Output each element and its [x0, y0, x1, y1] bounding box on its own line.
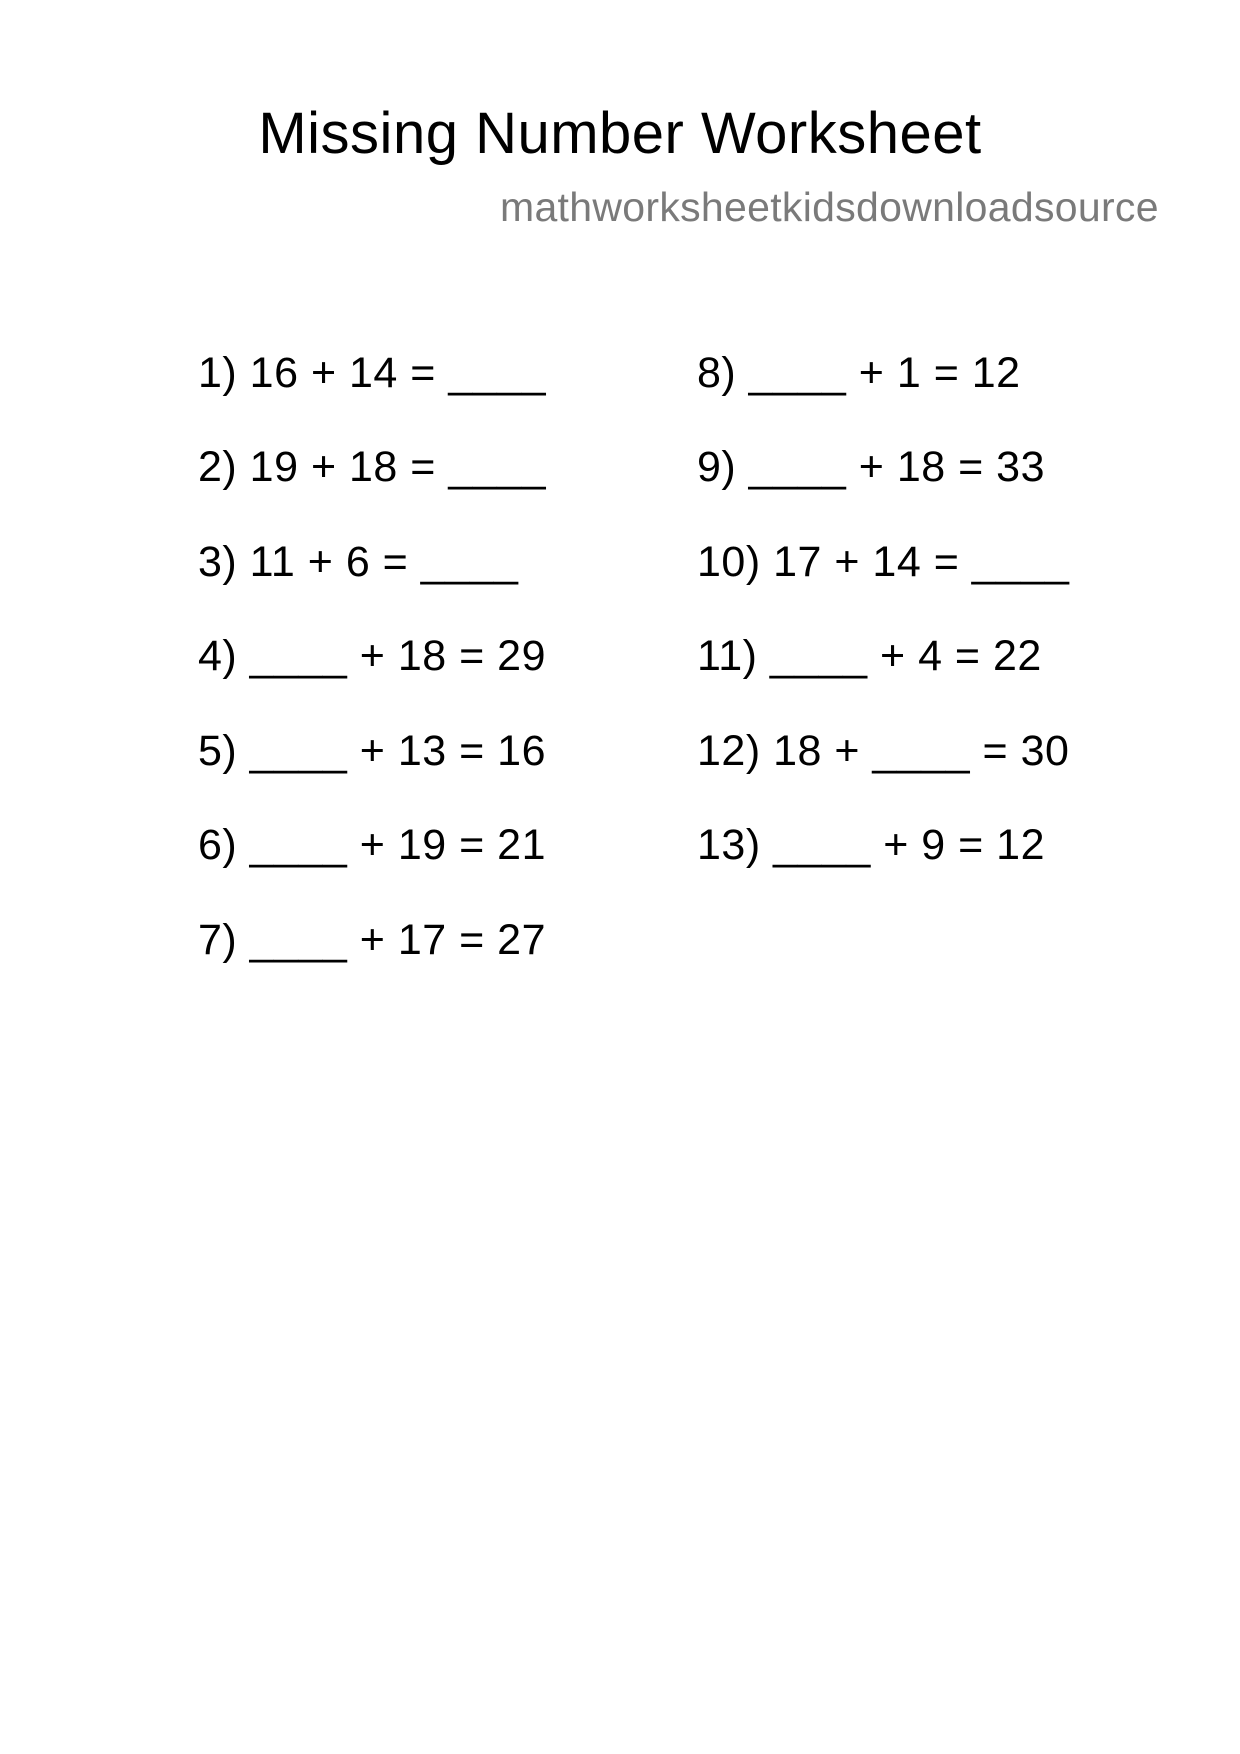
problem-5: 5) ____ + 13 = 16 — [198, 727, 547, 775]
problem-8: 8) ____ + 1 = 12 — [697, 349, 1021, 397]
problem-7: 7) ____ + 17 = 27 — [198, 916, 547, 964]
problem-9: 9) ____ + 18 = 33 — [697, 443, 1046, 491]
problem-3: 3) 11 + 6 = ____ — [198, 538, 519, 586]
problem-4: 4) ____ + 18 = 29 — [198, 632, 547, 680]
problem-11: 11) ____ + 4 = 22 — [697, 632, 1042, 680]
problem-10: 10) 17 + 14 = ____ — [697, 538, 1070, 586]
problem-13: 13) ____ + 9 = 12 — [697, 821, 1046, 869]
page-title: Missing Number Worksheet — [258, 101, 982, 166]
problem-2: 2) 19 + 18 = ____ — [198, 443, 547, 491]
problem-12: 12) 18 + ____ = 30 — [697, 727, 1070, 775]
problem-6: 6) ____ + 19 = 21 — [198, 821, 547, 869]
problem-1: 1) 16 + 14 = ____ — [198, 349, 547, 397]
source-subtitle: mathworksheetkidsdownloadsource — [500, 184, 1159, 230]
